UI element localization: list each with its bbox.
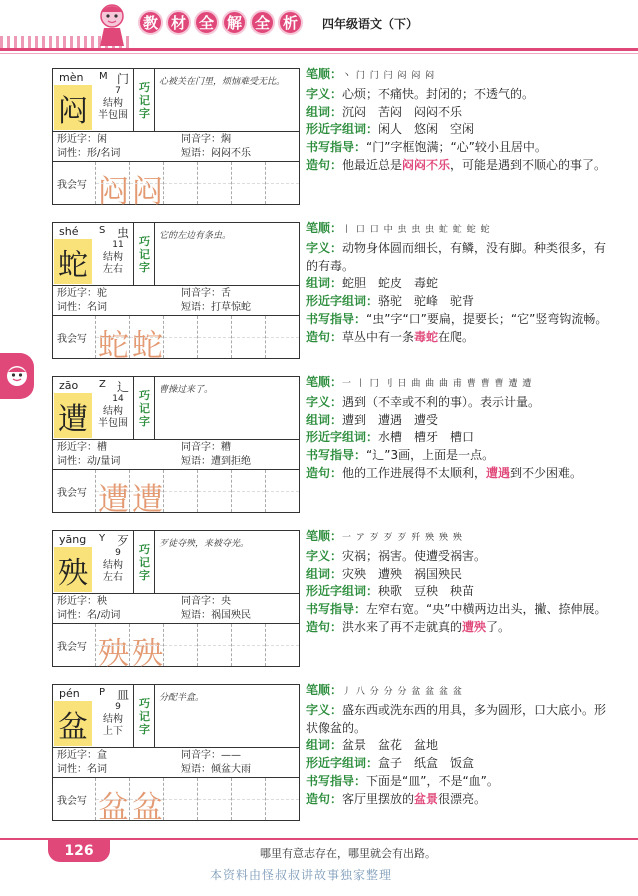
word-formation bbox=[306, 104, 618, 122]
trace-char: 盆 bbox=[98, 790, 129, 826]
char-relations bbox=[53, 748, 299, 778]
stroke-order bbox=[306, 682, 618, 702]
initial-letter: S bbox=[99, 225, 106, 236]
stroke-order bbox=[306, 374, 618, 394]
pinyin: mèn bbox=[59, 71, 84, 84]
practice-label: 我会写 bbox=[57, 641, 87, 653]
practice-cell[interactable] bbox=[163, 624, 197, 666]
mnemonic-tag: 巧 记 字 bbox=[135, 377, 155, 440]
word-formation-value: 盆景 盆花 盆地 bbox=[342, 738, 439, 753]
similar-char-words-label: 形近字组词： bbox=[306, 756, 379, 771]
similar-char: 形近字：闲 bbox=[57, 134, 107, 145]
practice-cell[interactable] bbox=[129, 316, 163, 364]
word-formation bbox=[306, 412, 618, 430]
practice-grid bbox=[95, 470, 299, 518]
char-info bbox=[53, 685, 134, 748]
stroke-order bbox=[306, 220, 618, 240]
footer-motto: 哪里有意志存在，哪里就会有出路。 bbox=[260, 847, 436, 860]
character-card bbox=[52, 68, 300, 210]
trace-char: 遭 bbox=[98, 482, 129, 518]
practice-cell[interactable] bbox=[265, 470, 299, 512]
character-card bbox=[52, 684, 300, 826]
writing-practice bbox=[53, 778, 299, 826]
writing-practice bbox=[53, 470, 299, 518]
similar-char-words-value: 闲人 悠闲 空闲 bbox=[378, 122, 475, 137]
practice-cell[interactable] bbox=[197, 470, 231, 512]
char-details bbox=[306, 682, 618, 809]
meaning bbox=[306, 702, 618, 738]
sentence-highlight: 盆景 bbox=[414, 791, 439, 806]
writing-guide-value: 下面是“皿”，不是“血”。 bbox=[366, 773, 499, 788]
card-top bbox=[53, 377, 299, 440]
example-sentence-label: 造句： bbox=[306, 619, 343, 634]
radical: 门 bbox=[117, 72, 130, 86]
example-sentence-label: 造句： bbox=[306, 329, 343, 344]
meaning-value: 灾祸；祸害。使遭受祸害。 bbox=[342, 548, 487, 563]
similar-char-words-label: 形近字组词： bbox=[306, 584, 379, 599]
stroke-order bbox=[306, 528, 618, 548]
char-info bbox=[53, 377, 134, 440]
practice-label: 我会写 bbox=[57, 179, 87, 191]
char-relations bbox=[53, 132, 299, 162]
writing-guide-value: “虫”字“口”要扁，提要长；“它”竖弯钩流畅。 bbox=[366, 311, 608, 326]
practice-cell[interactable] bbox=[265, 778, 299, 820]
example-sentence bbox=[306, 791, 618, 809]
sentence-pre: 他的工作进展得不太顺利， bbox=[342, 465, 487, 480]
practice-cell[interactable] bbox=[163, 778, 197, 820]
writing-practice bbox=[53, 162, 299, 210]
practice-cell[interactable] bbox=[95, 624, 129, 672]
sentence-highlight: 遭殃 bbox=[462, 619, 487, 634]
phrase: 短语：祸国殃民 bbox=[181, 610, 251, 621]
stroke-order-value: 丶 门 门 闩 闷 闷 闷 bbox=[342, 71, 436, 81]
example-sentence bbox=[306, 465, 618, 483]
meaning-label: 字义： bbox=[306, 86, 343, 101]
mnemonic-tag: 巧 记 字 bbox=[135, 531, 155, 594]
radical: 辶 bbox=[117, 380, 130, 394]
homophone: 同音字：舌 bbox=[181, 288, 231, 299]
trace-char: 蛇 bbox=[98, 328, 129, 364]
stroke-order-value: 丨 口 口 中 虫 虫 虫 虻 虻 蛇 蛇 bbox=[342, 225, 491, 235]
stroke-order-label: 笔顺： bbox=[306, 529, 343, 543]
phrase: 短语：打草惊蛇 bbox=[181, 302, 251, 313]
meaning-value: 盛东西或洗东西的用具，多为圆形，口大底小。形状像盆的。 bbox=[306, 702, 607, 735]
mnemonic-text: 心被关在门里，烦恼难受无比。 bbox=[159, 77, 286, 87]
trace-char: 盆 bbox=[132, 790, 163, 826]
stroke-order-label: 笔顺： bbox=[306, 221, 343, 235]
practice-label: 我会写 bbox=[57, 487, 87, 499]
character-card bbox=[52, 222, 300, 364]
practice-grid bbox=[95, 778, 299, 826]
mnemonic-tag: 巧 记 字 bbox=[135, 685, 155, 748]
practice-cell[interactable] bbox=[231, 778, 265, 820]
meaning-label: 字义： bbox=[306, 702, 343, 717]
meaning bbox=[306, 548, 618, 566]
char-info bbox=[53, 69, 134, 132]
practice-cell[interactable] bbox=[265, 624, 299, 666]
page-number: 126 bbox=[48, 840, 110, 862]
pinyin: pén bbox=[59, 687, 80, 700]
practice-cell[interactable] bbox=[129, 778, 163, 826]
stroke-order-value: 一 丨 冂 刂 日 曲 曲 曲 甫 曹 曹 曹 遭 遭 bbox=[342, 379, 533, 389]
meaning-value: 心烦；不痛快。封闭的；不透气的。 bbox=[342, 86, 535, 101]
writing-guide-value: 左窄右宽。“央”中横两边出头，撇、捺伸展。 bbox=[366, 602, 607, 617]
example-sentence-label: 造句： bbox=[306, 465, 343, 480]
character: 遭 bbox=[54, 393, 92, 438]
word-formation bbox=[306, 275, 618, 293]
initial-letter: M bbox=[99, 71, 108, 82]
trace-char: 闷 bbox=[98, 174, 129, 210]
radical: 歹 bbox=[117, 534, 130, 548]
sentence-post: 很漂亮。 bbox=[438, 791, 487, 806]
word-formation-value: 遭到 遭遇 遭受 bbox=[342, 412, 439, 427]
trace-char: 殃 bbox=[132, 636, 163, 672]
trace-char: 殃 bbox=[98, 636, 129, 672]
radical: 皿 bbox=[117, 688, 130, 702]
footer-credit: 本资料由怪叔叔讲故事独家整理 bbox=[210, 868, 393, 882]
meaning bbox=[306, 240, 618, 276]
mnemonic-text: 曹操过来了。 bbox=[159, 385, 214, 395]
phrase: 短语：遭到拒绝 bbox=[181, 456, 251, 467]
similar-char-words-value: 骆驼 驼峰 驼背 bbox=[378, 294, 475, 309]
writing-guide-label: 书写指导： bbox=[306, 140, 367, 155]
initial-letter: Z bbox=[99, 379, 106, 390]
practice-grid bbox=[95, 624, 299, 672]
meaning bbox=[306, 86, 618, 104]
mnemonic-text: 它的左边有条虫。 bbox=[159, 231, 232, 241]
word-formation-label: 组词： bbox=[306, 276, 343, 291]
writing-practice bbox=[53, 316, 299, 364]
practice-label: 我会写 bbox=[57, 795, 87, 807]
char-details bbox=[306, 374, 618, 483]
structure: 结构 左右 bbox=[103, 252, 123, 275]
character-card bbox=[52, 530, 300, 672]
practice-cell[interactable] bbox=[197, 624, 231, 666]
similar-char: 形近字：盒 bbox=[57, 750, 107, 761]
radical: 虫 bbox=[117, 226, 130, 240]
char-info bbox=[53, 531, 134, 594]
char-details bbox=[306, 220, 618, 347]
similar-char-words-label: 形近字组词： bbox=[306, 122, 379, 137]
writing-guide bbox=[306, 601, 618, 619]
title-char: 材 bbox=[166, 10, 191, 35]
stroke-order-value: 丿 八 分 分 分 盆 盆 盆 盆 bbox=[342, 687, 463, 697]
char-details bbox=[306, 66, 618, 175]
practice-label: 我会写 bbox=[57, 333, 87, 345]
page-header bbox=[0, 0, 638, 60]
practice-cell[interactable] bbox=[129, 162, 163, 210]
writing-guide-label: 书写指导： bbox=[306, 602, 367, 617]
mnemonic-text: 歹徒夺殃，来被夺光。 bbox=[159, 539, 250, 549]
pinyin: yāng bbox=[59, 533, 87, 546]
title-char: 析 bbox=[278, 10, 303, 35]
writing-guide-label: 书写指导： bbox=[306, 773, 367, 788]
stroke-order-label: 笔顺： bbox=[306, 375, 343, 389]
sentence-pre: 洪水来了再不走就真的 bbox=[342, 619, 463, 634]
structure: 结构 半包围 bbox=[98, 406, 128, 429]
character: 蛇 bbox=[54, 239, 92, 284]
example-sentence-label: 造句： bbox=[306, 791, 343, 806]
char-info bbox=[53, 223, 134, 286]
practice-cell[interactable] bbox=[95, 162, 129, 210]
writing-guide-label: 书写指导： bbox=[306, 448, 367, 463]
sentence-post: 到不少困难。 bbox=[510, 465, 583, 480]
stroke-order-label: 笔顺： bbox=[306, 67, 343, 81]
character: 殃 bbox=[54, 547, 92, 592]
homophone: 同音字：央 bbox=[181, 596, 231, 607]
card-top bbox=[53, 685, 299, 748]
title-char: 教 bbox=[138, 10, 163, 35]
similar-char-words bbox=[306, 755, 618, 773]
writing-guide-value: “辶”3画，上面是一点。 bbox=[366, 448, 495, 463]
book-title bbox=[138, 10, 303, 35]
practice-cell[interactable] bbox=[163, 316, 197, 358]
sentence-post: ，可能是遇到不顺心的事了。 bbox=[450, 157, 607, 172]
similar-char-words bbox=[306, 583, 618, 601]
part-of-speech: 词性：名词 bbox=[57, 302, 107, 313]
meaning-label: 字义： bbox=[306, 548, 343, 563]
similar-char-words-value: 秧歌 豆秧 秧苗 bbox=[378, 584, 475, 599]
word-formation-label: 组词： bbox=[306, 566, 343, 581]
structure: 结构 左右 bbox=[103, 560, 123, 583]
practice-cell[interactable] bbox=[231, 316, 265, 358]
practice-cell[interactable] bbox=[95, 778, 129, 826]
part-of-speech: 词性：名词 bbox=[57, 764, 107, 775]
word-formation bbox=[306, 737, 618, 755]
practice-cell[interactable] bbox=[265, 162, 299, 204]
sentence-pre: 草丛中有一条 bbox=[342, 329, 415, 344]
practice-cell[interactable] bbox=[95, 470, 129, 518]
similar-char-words-label: 形近字组词： bbox=[306, 294, 379, 309]
similar-char: 形近字：秧 bbox=[57, 596, 107, 607]
writing-guide bbox=[306, 139, 618, 157]
char-relations bbox=[53, 440, 299, 470]
stroke-count: 9 bbox=[115, 702, 121, 712]
header-divider-thin bbox=[0, 53, 638, 54]
stroke-count: 14 bbox=[112, 394, 124, 404]
sentence-pre: 他最近总是 bbox=[342, 157, 403, 172]
practice-cell[interactable] bbox=[129, 624, 163, 672]
trace-char: 闷 bbox=[132, 174, 163, 210]
mnemonic-tag: 巧 记 字 bbox=[135, 223, 155, 286]
meaning-value: 遇到（不幸或不利的事）。表示计量。 bbox=[342, 394, 541, 409]
trace-char: 遭 bbox=[132, 482, 163, 518]
similar-char-words bbox=[306, 121, 618, 139]
writing-guide-value: “门”字框饱满；“心”较小且居中。 bbox=[366, 140, 547, 155]
char-relations bbox=[53, 594, 299, 624]
part-of-speech: 词性：名/动词 bbox=[57, 610, 121, 621]
sentence-highlight: 闷闷不乐 bbox=[402, 157, 451, 172]
practice-cell[interactable] bbox=[95, 316, 129, 364]
word-formation-value: 灾殃 遭殃 祸国殃民 bbox=[342, 566, 463, 581]
char-details bbox=[306, 528, 618, 637]
card-top bbox=[53, 69, 299, 132]
practice-cell[interactable] bbox=[197, 778, 231, 820]
example-sentence bbox=[306, 329, 618, 347]
sentence-post: 在爬。 bbox=[438, 329, 475, 344]
similar-char-words bbox=[306, 293, 618, 311]
writing-guide bbox=[306, 447, 618, 465]
writing-practice bbox=[53, 624, 299, 672]
character: 盆 bbox=[54, 701, 92, 746]
example-sentence bbox=[306, 619, 618, 637]
phrase: 短语：闷闷不乐 bbox=[181, 148, 251, 159]
practice-cell[interactable] bbox=[163, 162, 197, 204]
character-card bbox=[52, 376, 300, 518]
similar-char-words-label: 形近字组词： bbox=[306, 430, 379, 445]
stroke-count: 7 bbox=[115, 86, 121, 96]
example-sentence bbox=[306, 157, 618, 175]
practice-grid bbox=[95, 162, 299, 210]
practice-cell[interactable] bbox=[231, 162, 265, 204]
stroke-order-value: 一 ア 歹 歹 歹 歼 殃 殃 殃 bbox=[342, 533, 463, 543]
meaning-label: 字义： bbox=[306, 394, 343, 409]
header-divider bbox=[0, 48, 638, 51]
character: 闷 bbox=[54, 85, 92, 130]
pinyin: shé bbox=[59, 225, 79, 238]
mnemonic-tag: 巧 记 字 bbox=[135, 69, 155, 132]
practice-cell[interactable] bbox=[197, 162, 231, 204]
stroke-count: 11 bbox=[112, 240, 124, 250]
similar-char: 形近字：槽 bbox=[57, 442, 107, 453]
mascot-girl-icon bbox=[92, 2, 132, 48]
card-top bbox=[53, 531, 299, 594]
grade-label: 四年级语文（下） bbox=[322, 17, 419, 31]
word-formation-label: 组词： bbox=[306, 104, 343, 119]
stroke-order bbox=[306, 66, 618, 86]
part-of-speech: 词性：形/名词 bbox=[57, 148, 121, 159]
sentence-highlight: 毒蛇 bbox=[414, 329, 439, 344]
writing-guide-label: 书写指导： bbox=[306, 311, 367, 326]
similar-char-words bbox=[306, 429, 618, 447]
homophone: 同音字：焖 bbox=[181, 134, 231, 145]
practice-cell[interactable] bbox=[197, 316, 231, 358]
side-tab bbox=[0, 353, 34, 399]
initial-letter: P bbox=[99, 687, 106, 698]
practice-cell[interactable] bbox=[265, 316, 299, 358]
writing-guide bbox=[306, 311, 618, 329]
homophone: 同音字：糟 bbox=[181, 442, 231, 453]
meaning-value: 动物身体圆而细长，有鳞，没有脚。种类很多，有的有毒。 bbox=[306, 240, 607, 273]
practice-grid bbox=[95, 316, 299, 364]
structure: 结构 半包围 bbox=[98, 98, 128, 121]
structure: 结构 上下 bbox=[103, 714, 123, 737]
cartoon-face-icon bbox=[5, 364, 29, 388]
stroke-order-label: 笔顺： bbox=[306, 683, 343, 697]
sentence-pre: 客厅里摆放的 bbox=[342, 791, 415, 806]
title-char: 解 bbox=[222, 10, 247, 35]
word-formation-label: 组词： bbox=[306, 412, 343, 427]
mnemonic-text: 分配半盒。 bbox=[159, 693, 205, 703]
phrase: 短语：倾盆大雨 bbox=[181, 764, 251, 775]
trace-char: 蛇 bbox=[132, 328, 163, 364]
initial-letter: Y bbox=[99, 533, 106, 544]
sentence-highlight: 遭遇 bbox=[486, 465, 511, 480]
homophone: 同音字：—— bbox=[181, 750, 241, 761]
part-of-speech: 词性：动/量词 bbox=[57, 456, 121, 467]
word-formation-value: 沉闷 苦闷 闷闷不乐 bbox=[342, 104, 463, 119]
example-sentence-label: 造句： bbox=[306, 157, 343, 172]
sentence-post: 了。 bbox=[486, 619, 511, 634]
practice-cell[interactable] bbox=[231, 624, 265, 666]
title-char: 全 bbox=[194, 10, 219, 35]
practice-cell[interactable] bbox=[129, 470, 163, 518]
practice-cell[interactable] bbox=[231, 470, 265, 512]
similar-char-words-value: 盒子 纸盒 饭盒 bbox=[378, 756, 475, 771]
practice-cell[interactable] bbox=[163, 470, 197, 512]
similar-char-words-value: 水槽 槽牙 槽口 bbox=[378, 430, 475, 445]
stroke-count: 9 bbox=[115, 548, 121, 558]
similar-char: 形近字：驼 bbox=[57, 288, 107, 299]
word-formation-value: 蛇胆 蛇皮 毒蛇 bbox=[342, 276, 439, 291]
word-formation bbox=[306, 566, 618, 584]
title-char: 全 bbox=[250, 10, 275, 35]
meaning bbox=[306, 394, 618, 412]
meaning-label: 字义： bbox=[306, 240, 343, 255]
word-formation-label: 组词： bbox=[306, 738, 343, 753]
char-relations bbox=[53, 286, 299, 316]
card-top bbox=[53, 223, 299, 286]
writing-guide bbox=[306, 773, 618, 791]
pinyin: zāo bbox=[59, 379, 79, 392]
